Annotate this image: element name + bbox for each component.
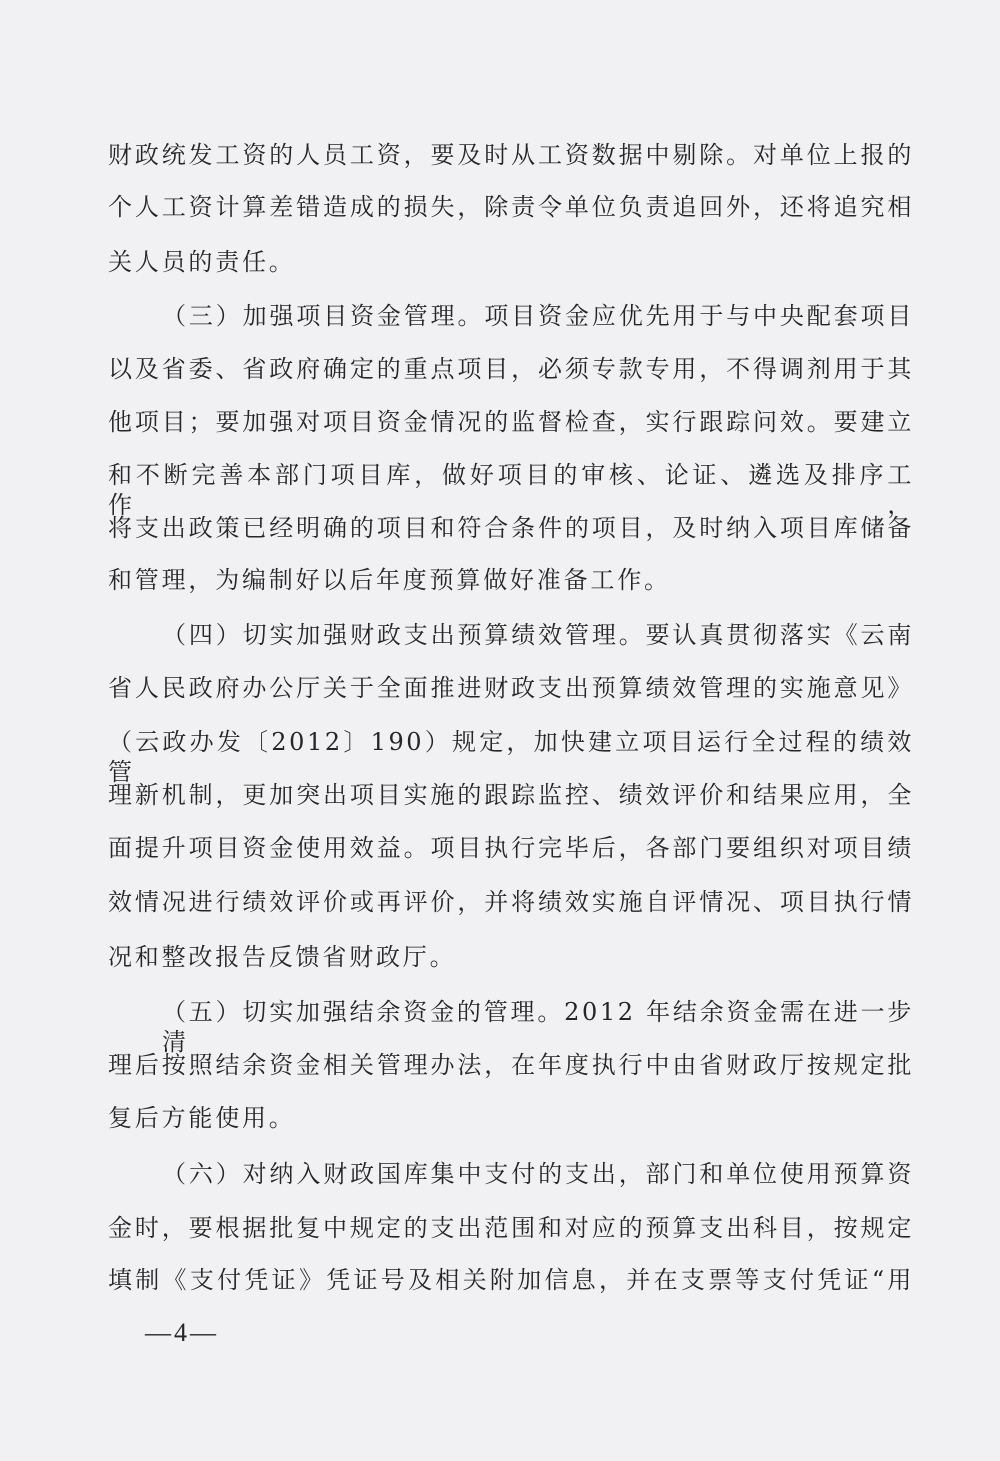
text-line: 和管理，为编制好以后年度预算做好准备工作。 [108,566,671,594]
text-line: 面提升项目资金使用效益。项目执行完毕后，各部门要组织对项目绩 [108,834,914,862]
text-line: 财政统发工资的人员工资，要及时从工资数据中剔除。对单位上报的 [108,141,914,169]
text-line: （五）切实加强结余资金的管理。2012 年结余资金需在进一步清 [162,998,914,1056]
page-number: —4— [145,1318,219,1347]
text-line: 理后按照结余资金相关管理办法，在年度执行中由省财政厅按规定批 [108,1051,914,1079]
text-line: 金时，要根据批复中规定的支出范围和对应的预算支出科目，按规定 [108,1214,914,1242]
text-line: 效情况进行绩效评价或再评价，并将绩效实施自评情况、项目执行情 [108,888,914,916]
text-line: 他项目；要加强对项目资金情况的监督检查，实行跟踪问效。要建立 [108,408,914,436]
text-line: 省人民政府办公厅关于全面推进财政支出预算绩效管理的实施意见》 [108,674,914,702]
text-line: 况和整改报告反馈省财政厅。 [108,943,457,971]
text-line: 关人员的责任。 [108,248,296,276]
text-line: （三）加强项目资金管理。项目资金应优先用于与中央配套项目 [162,302,914,330]
text-line: 以及省委、省政府确定的重点项目，必须专款专用，不得调剂用于其 [108,355,914,383]
text-line: 将支出政策已经明确的项目和符合条件的项目，及时纳入项目库储备 [108,514,914,542]
text-line: 个人工资计算差错造成的损失，除责令单位负责追回外，还将追究相 [108,193,914,221]
text-line: （云政办发〔2012〕190）规定，加快建立项目运行全过程的绩效管 [108,728,914,786]
text-line: （六）对纳入财政国库集中支付的支出，部门和单位使用预算资 [162,1160,914,1188]
text-line: 复后方能使用。 [108,1104,296,1132]
text-line: 和不断完善本部门项目库，做好项目的审核、论证、遴选及排序工作， [108,461,914,519]
text-line: （四）切实加强财政支出预算绩效管理。要认真贯彻落实《云南 [162,621,914,649]
text-line: 理新机制，更加突出项目实施的跟踪监控、绩效评价和结果应用，全 [108,781,914,809]
text-line: 填制《支付凭证》凭证号及相关附加信息，并在支票等支付凭证“用 [108,1266,914,1294]
